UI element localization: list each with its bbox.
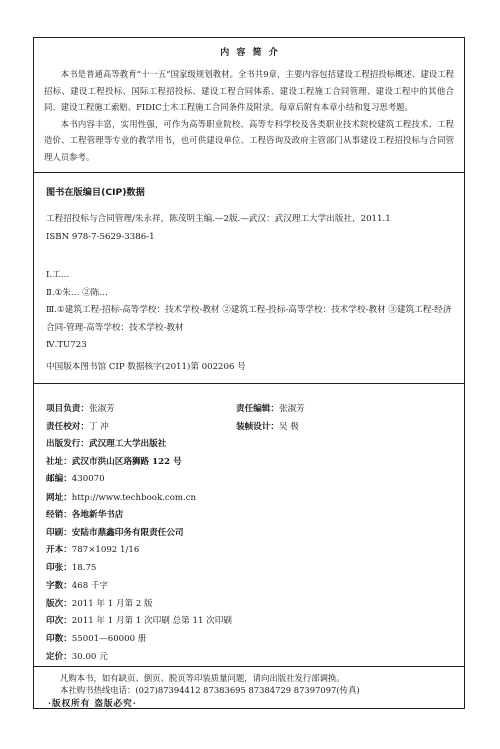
pub-value: 18.75	[71, 563, 97, 573]
pub-value: 55001—60000 册	[71, 634, 147, 644]
pub-label: 印刷：	[46, 528, 72, 538]
credit-editor	[236, 402, 305, 414]
sales-hotline: 本社购书热线电话：(027)87394412 87383695 87384729 87397097(传真)	[60, 685, 360, 695]
pub-row-sheets	[46, 561, 96, 573]
pub-label: 印张：	[46, 563, 72, 573]
pub-row-website	[46, 491, 196, 503]
pub-label: 印数：	[46, 634, 72, 644]
section-divider	[33, 172, 465, 173]
classification-line: Ⅰ.工…	[46, 270, 70, 280]
credit-project-lead	[46, 402, 115, 414]
pub-value: http://www.techbook.com.cn	[71, 493, 197, 503]
pub-value: 各地新华书店	[71, 510, 124, 520]
intro-paragraph-1: 本书是普通高等教育“十一五”国家级规划教材。全书共9章，主要内容包括建设工程招投标概述、建设工程招标、建设工程投标、国际工程招投标、建设工程合同体系、建设工程施工合同管理、建设工程中的其他合同、建设工程施工索赔、FIDIC土木工程施工合同条件及附录。每章后附有本章小结和复习思考题。	[44, 69, 454, 113]
cip-verification: 中国版本图书馆 CIP 数据核字(2011)第 002206 号	[46, 362, 246, 372]
pub-row-printer	[46, 526, 184, 538]
rights-notice: ·版权所有 盗版必究·	[48, 699, 137, 709]
credit-label: 责任校对：	[46, 422, 89, 432]
credit-label: 责任编辑：	[236, 404, 279, 414]
credit-value: 张淑芳	[88, 404, 115, 414]
pub-label: 开本：	[46, 545, 72, 555]
pub-value: 武汉理工大学出版社	[88, 439, 167, 449]
credit-label: 项目负责：	[46, 404, 89, 414]
intro-paragraph-2: 本书内容丰富，实用性强，可作为高等职业院校、高等专科学校及各类职业技术院校建筑工程技术、工程造价、工程管理等专业的教学用书，也可供建设单位、工程咨询及政府主管部门从事建设工程招投标与合同管理人员参考。	[44, 118, 454, 162]
pub-value: 787×1092 1/16	[71, 545, 140, 555]
pub-row-copies	[46, 632, 146, 644]
section-divider	[33, 666, 465, 667]
classification-line: Ⅳ.TU723	[46, 340, 87, 351]
pub-value: 武汉市洪山区珞狮路 122 号	[71, 457, 182, 467]
pub-label: 印次：	[46, 616, 72, 626]
quality-notice: 凡购本书，如有缺页、倒页、脱页等印装质量问题，请向出版社发行部调换。	[60, 673, 345, 683]
pub-value: 2011 年 1 月第 2 版	[71, 599, 153, 609]
pub-label: 网址：	[46, 493, 72, 503]
pub-row-edition	[46, 597, 153, 609]
cip-classification	[46, 267, 456, 355]
pub-label: 社址：	[46, 457, 72, 467]
pub-row-wordcount	[46, 579, 108, 591]
credit-proofreader	[46, 420, 109, 432]
pub-row-printing	[46, 614, 232, 626]
intro-body	[44, 66, 454, 166]
pub-value: 安陆市鼎鑫印务有限责任公司	[71, 528, 184, 538]
pub-row-publisher	[46, 437, 166, 449]
classification-line: Ⅲ.①建筑工程-招标-高等学校：技术学校-教材 ②建筑工程-投标-高等学校：技术学校-教材 ③建筑工程-经济合同-管理-高等学校：技术学校-教材	[46, 305, 452, 333]
pub-label: 经销：	[46, 510, 72, 520]
intro-title: 内 容 简 介	[220, 48, 280, 58]
classification-line: Ⅱ.①朱… ②陈…	[46, 287, 108, 298]
pub-value: 2011 年 1 月第 1 次印刷 总第 11 次印刷	[71, 616, 232, 626]
credit-label: 装帧设计：	[236, 422, 279, 432]
cip-record: 工程招投标与合同管理/朱永祥，陈茂明主编.—2版.—武汉：武汉理工大学出版社，2011.1	[46, 214, 391, 224]
pub-row-distributor	[46, 508, 123, 520]
pub-label: 出版发行：	[46, 439, 89, 449]
pub-row-postcode	[46, 472, 105, 484]
pub-value: 468 千字	[71, 581, 109, 591]
pub-label: 版次：	[46, 599, 72, 609]
pub-value: 30.00 元	[71, 652, 108, 662]
pub-row-format	[46, 543, 139, 555]
pub-row-price	[46, 650, 108, 662]
pub-label: 字数：	[46, 581, 72, 591]
pub-label: 邮编：	[46, 474, 72, 484]
section-divider	[33, 383, 465, 384]
pub-label: 定价：	[46, 652, 72, 662]
pub-row-address	[46, 455, 182, 467]
isbn: ISBN 978-7-5629-3386-1	[46, 232, 155, 242]
cip-heading: 图书在版编目(CIP)数据	[46, 187, 145, 198]
credit-value: 吴 极	[278, 422, 299, 432]
pub-value: 430070	[71, 474, 105, 484]
credit-value: 张淑芳	[278, 404, 305, 414]
credit-designer	[236, 420, 299, 432]
credit-value: 丁 冲	[88, 422, 109, 432]
